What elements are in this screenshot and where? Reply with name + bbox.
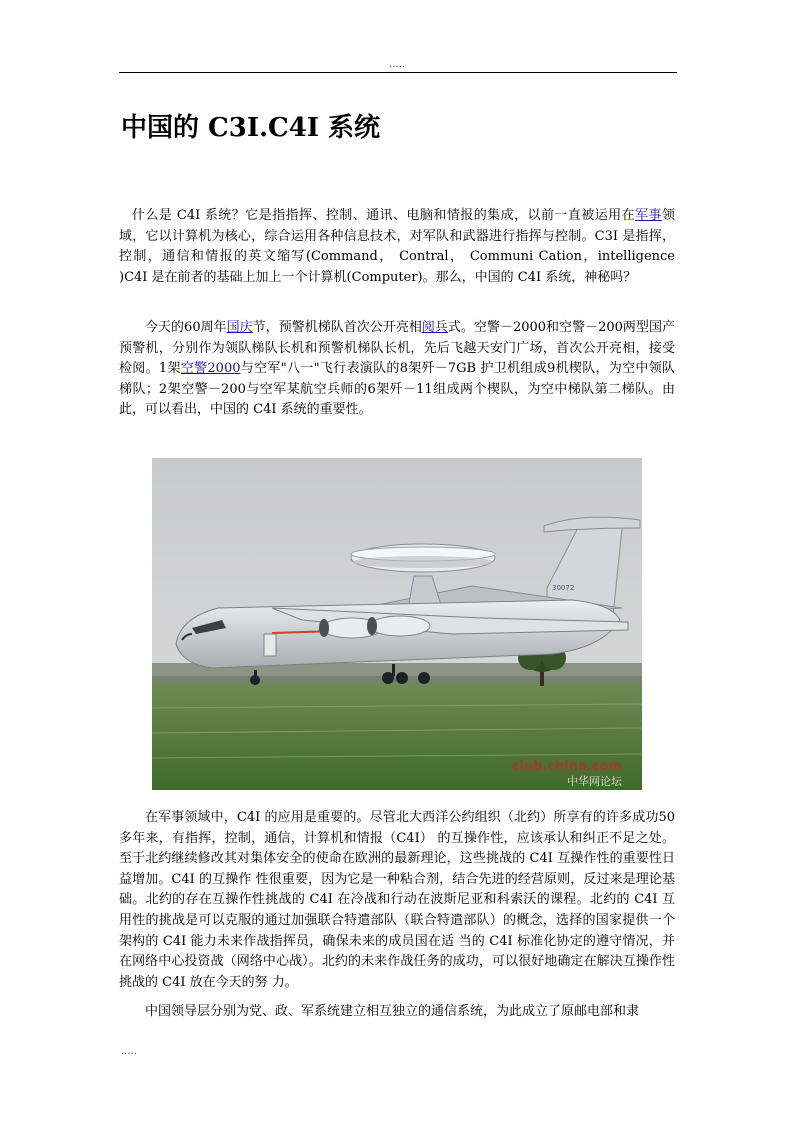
- awacs-aircraft-photo: [152, 458, 642, 790]
- radome-icon: [351, 544, 495, 572]
- footer-dots: .....: [121, 1046, 137, 1057]
- paragraph-parade-text-2: 节，预警机梯队首次公开亮相: [252, 320, 422, 335]
- watermark-top: club.china.com: [511, 759, 622, 774]
- page-title: 中国的 C3I.C4I 系统: [121, 113, 381, 143]
- paragraph-china-leadership: 中国领导层分别为党、政、军系统建立相互独立的通信系统，为此成立了原邮电部和隶: [145, 1004, 640, 1019]
- paragraph-intro: [119, 206, 675, 288]
- link-kongjing-2000[interactable]: 空警2000: [180, 361, 241, 377]
- tail-number: 30072: [552, 584, 575, 592]
- paragraph-nato: 在军事领域中，C4I 的应用是重要的。尽管北大西洋公约组织（北约）所享有的许多成功50多年来，有指挥，控制，通信，计算机和情报（C4I） 的互操作性，应该承认和纠正不足之处。至于北约继续修改其对集体安全的使命在欧洲的最新理论，这些挑战的 C4I 互操作性的重要性日益增加。C4I 的互操作 性很重要，因为它是一种粘合剂，结合先进的经营原则，反过来是理论基础。北约的存在互操作性挑战的 C4I 在冷战和行动在波斯尼亚和科索沃的课程。北约的 C4I 互用性的挑战是可以克服的通过加强联合特遣部队（联合特遣部队）的概念，选择的国家提供一个架构的 C4I 能力未来作战指挥员，确保未来的成员国在适 当的 C4I 标准化协定的遵守情况，并在网络中心投资战（网络中心战）。北约的未来作战任务的成功，可以很好地确定在解决互操作性挑战的 C4I 放在今天的努 力。: [119, 810, 675, 990]
- link-junshi[interactable]: 军事: [635, 208, 662, 223]
- paragraph-intro-text-2: 领 域，它以计算机为核心，综合运用各种信息技术，对军队和武器进行指挥与控制。C3I 是指挥，控制，通信和情报的英文缩写(Command， Contral， Communi Cation，intelligence )C4I 是在前者的基础上加上一个计算机(Computer)。那么，中国的 C4I 系统，神秘吗？: [119, 208, 675, 285]
- header-rule: [119, 72, 677, 73]
- link-guoqing[interactable]: 国庆: [226, 320, 253, 335]
- paragraph-parade: [119, 318, 675, 421]
- header-dots: .....: [389, 59, 405, 70]
- paragraph-parade-text-1: 今天的60周年: [145, 320, 227, 335]
- link-yuebing[interactable]: 阅兵: [421, 320, 448, 335]
- paragraph-intro-text-1: 什么是 C4I 系统？它是指指挥、控制、通讯、电脑和情报的集成，以前一直被运用在: [132, 208, 636, 223]
- watermark-bottom: 中华网论坛: [567, 775, 622, 788]
- paragraph-parade-text-4: 与空军"八一"飞行表演队的8架歼－7GB 护卫机组成9机楔队，为空中领队梯队；2架空警－200与空军某航空兵师的6架歼－11组成两个楔队，为空中梯队第二梯队。由此，可以看出，中国的 C4I 系统的重要性。: [119, 361, 676, 418]
- engine-icon: [319, 616, 430, 638]
- paragraph-parade-text-3: 式。空警－2000和空警－200两型国产预警机，分别作为领队梯队长机和预警机梯队长机，先后飞越天安门广场，首次公开亮相，接受检阅。1架: [119, 320, 675, 377]
